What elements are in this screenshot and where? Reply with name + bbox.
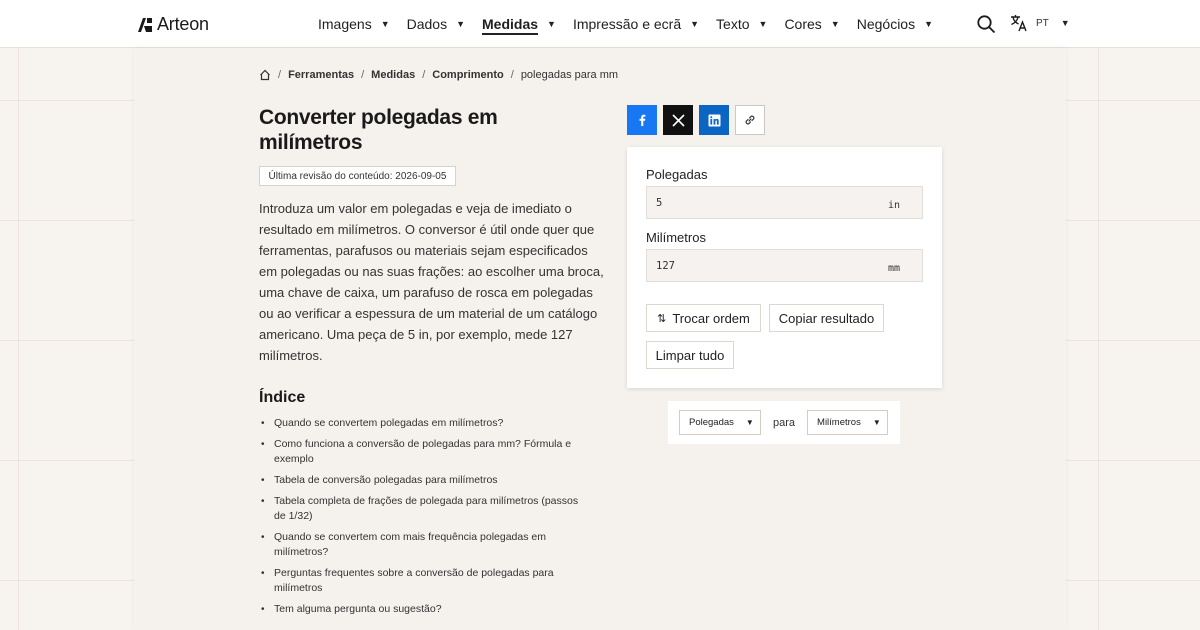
caret-down-icon: ▼ <box>690 19 700 29</box>
toc-item[interactable]: • Perguntas frequentes sobre a conversão de polegadas para milímetros <box>259 566 589 596</box>
caret-down-icon: ▼ <box>830 19 840 29</box>
nav-item-texto[interactable] <box>716 0 767 48</box>
nav-item-label: Impressão e ecrã <box>572 16 682 32</box>
inches-input[interactable] <box>646 186 923 219</box>
converter-card <box>627 147 942 388</box>
caret-down-icon: ▼ <box>745 418 754 427</box>
nav-item-label: Cores <box>784 16 822 32</box>
toc-title: Índice <box>259 389 306 406</box>
nav-item-label: Dados <box>406 16 448 32</box>
caret-down-icon: ▼ <box>380 19 390 29</box>
nav-item-imagens[interactable] <box>318 0 390 48</box>
millimeters-unit: mm <box>887 263 900 274</box>
toc-item[interactable]: • Quando se convertem com mais frequência polegadas em milímetros? <box>259 530 589 560</box>
caret-down-icon: ▼ <box>758 19 768 29</box>
from-unit-select[interactable] <box>679 410 761 435</box>
home-icon[interactable] <box>259 69 271 81</box>
link-icon <box>743 113 757 127</box>
brand-logo-icon <box>137 17 153 33</box>
share-buttons <box>627 105 765 135</box>
main-content <box>134 48 1066 630</box>
nav-item-label: Texto <box>716 16 750 32</box>
inches-unit: in <box>887 200 900 211</box>
nav-item-negocios[interactable] <box>857 0 933 48</box>
main-nav <box>318 0 950 48</box>
from-unit-value: Polegadas <box>689 417 734 428</box>
nav-item-label: Medidas <box>482 16 538 35</box>
unit-selector-bar <box>668 401 900 444</box>
toc-item[interactable]: • Tem alguma pergunta ou sugestão? <box>259 602 589 617</box>
language-selector[interactable] <box>1010 14 1070 32</box>
linkedin-icon <box>708 114 721 127</box>
breadcrumb-comprimento[interactable]: Comprimento <box>432 69 504 81</box>
breadcrumb-medidas[interactable]: Medidas <box>371 69 416 81</box>
table-of-contents <box>259 416 589 623</box>
millimeters-input[interactable] <box>646 249 923 282</box>
breadcrumb-separator: / <box>278 69 282 81</box>
share-linkedin-button[interactable] <box>699 105 729 135</box>
copy-link-button[interactable] <box>735 105 765 135</box>
caret-down-icon: ▼ <box>1060 18 1070 28</box>
nav-item-medidas[interactable] <box>482 0 556 48</box>
millimeters-value: 127 <box>656 260 675 272</box>
x-icon <box>672 114 685 127</box>
revision-badge: Última revisão do conteúdo: 2026-09-05 <box>259 166 456 186</box>
to-unit-select[interactable] <box>807 410 888 435</box>
copy-result-button[interactable] <box>769 304 884 332</box>
inches-label: Polegadas <box>646 167 708 182</box>
swap-order-label: Trocar ordem <box>672 310 750 326</box>
breadcrumb <box>259 69 618 81</box>
breadcrumb-separator: / <box>422 69 426 81</box>
nav-item-label: Imagens <box>318 16 372 32</box>
swap-icon: ⇅ <box>657 312 667 325</box>
unit-connector: para <box>773 416 796 429</box>
breadcrumb-current: polegadas para mm <box>520 69 619 81</box>
intro-paragraph: Introduza um valor em polegadas e veja de imediato o resultado em milímetros. O conversor é útil onde quer que ferramentas, parafusos ou materiais sejam especificados em polegadas ou nas suas frações: ao escolher uma broca, uma chave de caixa, um parafuso de rosca em polegadas ou ao verificar a espessura de um material de um catálogo americano. Uma peça de 5 in, por exemplo, mede 127 milímetros. <box>259 201 604 363</box>
search-icon[interactable] <box>976 14 996 34</box>
clear-all-label: Limpar tudo <box>655 347 725 363</box>
share-facebook-button[interactable] <box>627 105 657 135</box>
nav-item-dados[interactable] <box>407 0 465 48</box>
copy-result-label: Copiar resultado <box>778 310 875 326</box>
to-unit-value: Milímetros <box>817 417 861 428</box>
facebook-icon <box>635 113 649 127</box>
nav-item-impressao-ecra[interactable] <box>573 0 699 48</box>
millimeters-label: Milímetros <box>646 230 706 245</box>
breadcrumb-ferramentas[interactable]: Ferramentas <box>288 69 355 81</box>
page-title: Converter polegadas em milímetros <box>259 106 498 154</box>
top-navigation-bar <box>0 0 1200 48</box>
toc-item[interactable]: • Tabela completa de frações de polegada para milímetros (passos de 1/32) <box>259 494 589 524</box>
inches-value: 5 <box>656 197 663 209</box>
translate-icon <box>1010 14 1028 32</box>
share-x-button[interactable] <box>663 105 693 135</box>
caret-down-icon: ▼ <box>456 19 466 29</box>
breadcrumb-separator: / <box>361 69 365 81</box>
nav-item-label: Negócios <box>856 16 916 32</box>
toc-item[interactable]: • Quando se convertem polegadas em milímetros? <box>259 416 589 431</box>
toc-item[interactable]: • Como funciona a conversão de polegadas para mm? Fórmula e exemplo <box>259 437 589 467</box>
swap-order-button[interactable] <box>646 304 761 332</box>
breadcrumb-separator: / <box>510 69 514 81</box>
brand-name: Arteon <box>157 14 209 34</box>
brand-logo[interactable] <box>137 14 209 35</box>
caret-down-icon: ▼ <box>924 19 934 29</box>
caret-down-icon: ▼ <box>547 19 556 29</box>
nav-item-cores[interactable] <box>784 0 839 48</box>
caret-down-icon: ▼ <box>872 418 881 427</box>
clear-all-button[interactable] <box>646 341 734 369</box>
toc-item[interactable]: • Tabela de conversão polegadas para milímetros <box>259 473 589 488</box>
language-code: PT <box>1036 17 1049 29</box>
